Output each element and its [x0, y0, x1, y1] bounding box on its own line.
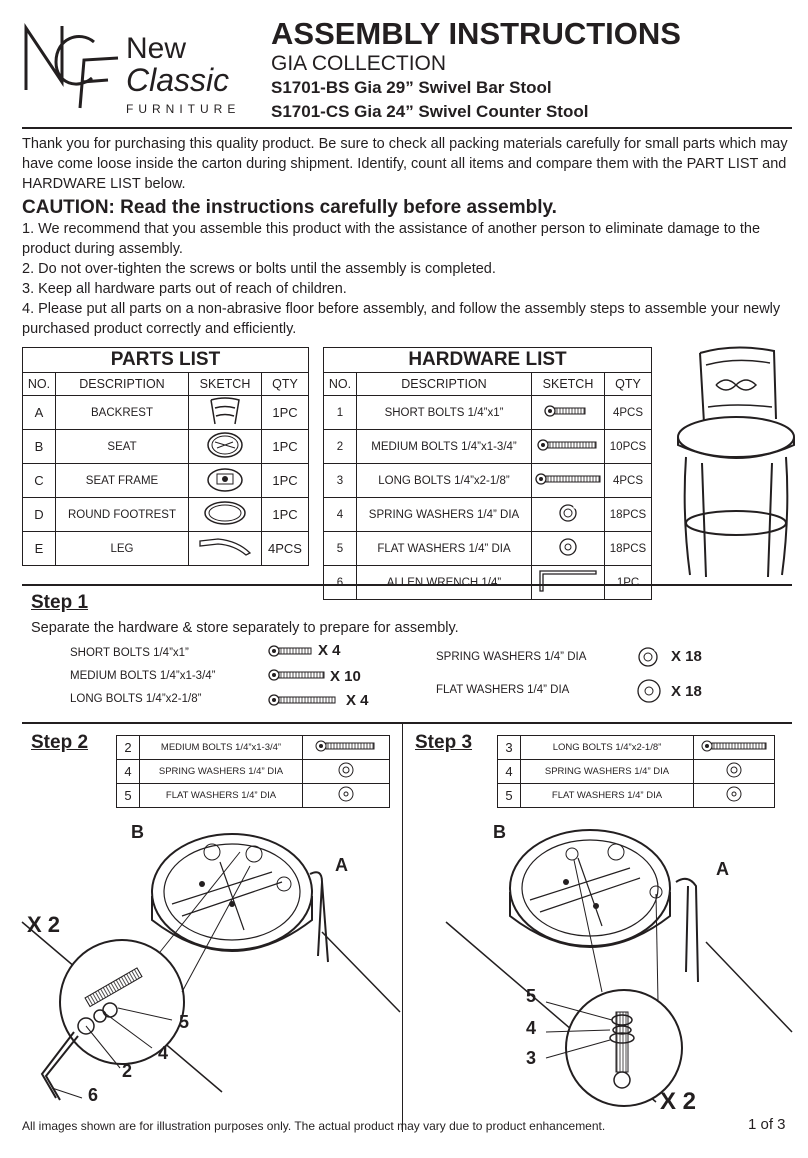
callout-3: 3 [526, 1048, 537, 1068]
divider [22, 722, 792, 724]
table-row [498, 736, 775, 760]
part-no: D [23, 498, 56, 532]
hw-no: 3 [498, 736, 521, 760]
long-bolt-icon [268, 694, 338, 706]
table-row [23, 430, 309, 464]
column-header: NO. [23, 373, 56, 396]
model-counter-stool: S1701-CS Gia 24” Swivel Counter Stool [271, 102, 589, 121]
model-bar-stool: S1701-BS Gia 29” Swivel Bar Stool [271, 78, 552, 97]
ncf-monogram-icon [22, 20, 122, 112]
hw-no: 4 [324, 498, 357, 532]
step1-heading: Step 1 [31, 592, 89, 613]
hw-qty: 18PCS [605, 498, 652, 532]
brand-name-new: New [126, 32, 187, 65]
callout-4: 4 [526, 1018, 537, 1038]
step1-item-count: X 4 [318, 642, 341, 659]
callout-2: 2 [122, 1061, 133, 1081]
caution-item: 1. We recommend that you assemble this product with the assistance of another person to eliminate damage to the product during assembly. [22, 221, 761, 257]
flat-washer-icon [636, 678, 662, 704]
part-desc: SEAT FRAME [56, 464, 189, 498]
allen-wrench-icon [532, 566, 605, 600]
brand-logo [22, 20, 252, 115]
hw-desc: ALLEN WRENCH 1/4” [357, 566, 532, 600]
parts-list-table [22, 347, 309, 566]
step3-assembly-diagram [406, 812, 792, 1112]
step2-hardware-table [116, 735, 390, 808]
part-qty: 4PCS [262, 532, 309, 566]
hw-no: 6 [324, 566, 357, 600]
column-header: NO. [324, 373, 357, 396]
document-title: ASSEMBLY INSTRUCTIONS [271, 16, 681, 51]
hw-desc: MEDIUM BOLTS 1/4”x1-3/4” [140, 736, 303, 760]
backrest-icon [189, 396, 262, 430]
caution-item: 3. Keep all hardware parts out of reach of children. [22, 281, 347, 297]
step1-item-count: X 4 [346, 692, 369, 709]
label-backrest: A [335, 855, 348, 875]
flat-washer-icon [694, 784, 775, 808]
hw-no: 2 [117, 736, 140, 760]
collection-name: GIA COLLECTION [271, 52, 447, 75]
hw-no: 5 [498, 784, 521, 808]
long-bolt-icon [694, 736, 775, 760]
column-header: DESCRIPTION [357, 373, 532, 396]
flat-washer-icon [303, 784, 390, 808]
part-desc: LEG [56, 532, 189, 566]
hw-qty: 10PCS [605, 430, 652, 464]
hw-desc: FLAT WASHERS 1/4” DIA [521, 784, 694, 808]
page-number: 1 of 3 [748, 1116, 786, 1133]
step3-heading: Step 3 [415, 732, 473, 753]
part-qty: 1PC [262, 430, 309, 464]
table-row [23, 396, 309, 430]
hw-desc: SPRING WASHERS 1/4” DIA [357, 498, 532, 532]
hw-qty: 18PCS [605, 532, 652, 566]
hw-no: 1 [324, 396, 357, 430]
step1-item-label: MEDIUM BOLTS 1/4”x1-3/4” [70, 670, 216, 682]
leg-icon [189, 532, 262, 566]
hw-desc: FLAT WASHERS 1/4” DIA [140, 784, 303, 808]
long-bolt-icon [532, 464, 605, 498]
hw-qty: 4PCS [605, 464, 652, 498]
medium-bolt-icon [532, 430, 605, 464]
hw-qty: 1PC [605, 566, 652, 600]
table-row [324, 498, 652, 532]
footrest-icon [189, 498, 262, 532]
medium-bolt-icon [268, 669, 326, 681]
hw-no: 5 [324, 532, 357, 566]
hw-desc: SPRING WASHERS 1/4” DIA [521, 760, 694, 784]
table-row [117, 760, 390, 784]
hw-no: 4 [498, 760, 521, 784]
spring-washer-icon [636, 645, 660, 669]
part-no: C [23, 464, 56, 498]
hw-qty: 4PCS [605, 396, 652, 430]
part-qty: 1PC [262, 396, 309, 430]
part-desc: ROUND FOOTREST [56, 498, 189, 532]
part-qty: 1PC [262, 498, 309, 532]
part-no: B [23, 430, 56, 464]
part-no: E [23, 532, 56, 566]
caution-list [22, 219, 792, 339]
spring-washer-icon [694, 760, 775, 784]
hw-no: 4 [117, 760, 140, 784]
callout-6: 6 [88, 1085, 99, 1105]
spring-washer-icon [303, 760, 390, 784]
spring-washer-icon [532, 498, 605, 532]
label-backrest: A [716, 859, 729, 879]
hw-desc: FLAT WASHERS 1/4” DIA [357, 532, 532, 566]
hw-desc: MEDIUM BOLTS 1/4”x1-3/4” [357, 430, 532, 464]
medium-bolt-icon [303, 736, 390, 760]
column-header: DESCRIPTION [56, 373, 189, 396]
parts-list-title: PARTS LIST [23, 348, 309, 373]
seat-frame-icon [189, 464, 262, 498]
divider [22, 127, 792, 129]
multiplier: X 2 [27, 912, 61, 937]
table-row [117, 736, 390, 760]
hardware-list-title: HARDWARE LIST [324, 348, 652, 373]
callout-4: 4 [158, 1043, 169, 1063]
table-row [324, 566, 652, 600]
step1-item-label: LONG BOLTS 1/4”x2-1/8” [70, 693, 202, 705]
brand-name-classic: Classic [126, 62, 230, 98]
step1-item-count: X 18 [671, 648, 702, 665]
hw-no: 2 [324, 430, 357, 464]
column-header: QTY [262, 373, 309, 396]
step2-heading: Step 2 [31, 732, 89, 753]
table-row [23, 464, 309, 498]
table-row [324, 464, 652, 498]
callout-5: 5 [179, 1012, 190, 1032]
flat-washer-icon [532, 532, 605, 566]
hw-desc: LONG BOLTS 1/4”x2-1/8” [521, 736, 694, 760]
table-row [324, 430, 652, 464]
column-header: SKETCH [532, 373, 605, 396]
brand-name-furniture: FURNITURE [126, 102, 241, 116]
table-row [324, 532, 652, 566]
column-header: SKETCH [189, 373, 262, 396]
seat-icon [189, 430, 262, 464]
table-row [324, 396, 652, 430]
step1-item-label: FLAT WASHERS 1/4” DIA [436, 684, 570, 696]
step1-item-label: SPRING WASHERS 1/4” DIA [436, 651, 587, 663]
footer-disclaimer: All images shown are for illustration purposes only. The actual product may vary due to product enhancement. [22, 1119, 606, 1133]
intro-paragraph: Thank you for purchasing this quality product. Be sure to check all packing materials carefully for small parts which may have come loose inside the carton during shipment. Identify, count all items and compare them with the PART LIST and HARDWARE LIST below. [22, 136, 788, 192]
hw-desc: SPRING WASHERS 1/4” DIA [140, 760, 303, 784]
table-row [498, 760, 775, 784]
table-row [23, 498, 309, 532]
caution-item: 2. Do not over-tighten the screws or bolts until the assembly is completed. [22, 261, 496, 277]
divider [402, 722, 403, 1132]
part-qty: 1PC [262, 464, 309, 498]
step1-item-count: X 18 [671, 683, 702, 700]
column-header: QTY [605, 373, 652, 396]
step1-instruction: Separate the hardware & store separately to prepare for assembly. [31, 620, 459, 636]
step1-item-label: SHORT BOLTS 1/4”x1” [70, 647, 189, 659]
callout-5: 5 [526, 986, 537, 1006]
label-seat: B [131, 822, 144, 842]
divider [22, 584, 792, 586]
step1-item-count: X 10 [330, 668, 361, 685]
hardware-list-table [323, 347, 652, 600]
table-row [117, 784, 390, 808]
step3-hardware-table [497, 735, 775, 808]
part-desc: SEAT [56, 430, 189, 464]
table-row [23, 532, 309, 566]
caution-heading: CAUTION: Read the instructions carefully before assembly. [22, 197, 557, 218]
hw-no: 5 [117, 784, 140, 808]
part-desc: BACKREST [56, 396, 189, 430]
hw-desc: SHORT BOLTS 1/4”x1” [357, 396, 532, 430]
caution-item: 4. Please put all parts on a non-abrasive floor before assembly, and follow the assembly steps to assemble your newly purchased product correctly and efficiently. [22, 301, 781, 337]
short-bolt-icon [268, 645, 314, 657]
part-no: A [23, 396, 56, 430]
label-seat: B [493, 822, 506, 842]
hw-desc: LONG BOLTS 1/4”x2-1/8” [357, 464, 532, 498]
hw-no: 3 [324, 464, 357, 498]
stool-illustration [664, 345, 794, 580]
short-bolt-icon [532, 396, 605, 430]
multiplier: X 2 [660, 1088, 697, 1115]
table-row [498, 784, 775, 808]
